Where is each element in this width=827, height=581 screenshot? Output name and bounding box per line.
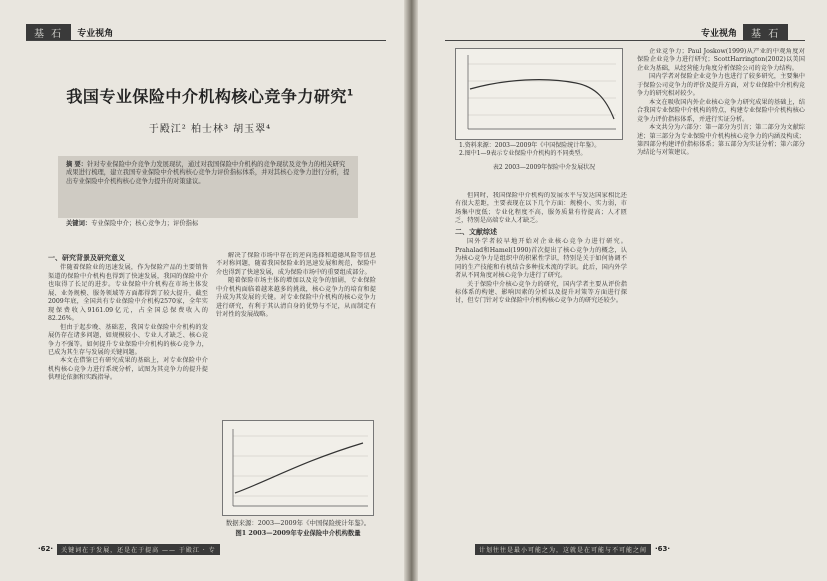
figure-2-source: 1.资料来源：2003—2009年《中国保险统计年鉴》。: [459, 142, 601, 149]
section-heading-1: 一、研究背景及研究意义: [48, 254, 125, 262]
header-section-text: 专业视角: [77, 28, 114, 39]
page-number: ·62·: [38, 545, 54, 553]
left-column-1: [48, 252, 208, 536]
paragraph: 伴随着保险业的迅速发展，作为保险产品的主要销售渠道的保险中介机构也得到了快速发展，我国的保险中介也取得了长足的进步。专业保险中介机构在市场主体发展、业务规模、服务领域等方面都得到了较大提升，截至2009年底，全国共有专业保险中介机构2570家，全年实现保费收入9161.09亿元，占全国总保费收入的82.26%。: [48, 264, 208, 323]
paragraph: 国外学者较早地开始对企业核心竞争力进行研究。Prahalad和Hamel(1990)首次提出了核心竞争力的概念，认为核心竞争力是组织中的积累性学识，特别是关于如何协调不同的生产技能和有机结合多种技术流的学识。此后，国内外学者从不同角度对核心竞争力进行了研究。: [455, 238, 627, 280]
paragraph: 企业竞争力；Paul Joskow(1999)从产业的中观角度对保险企业竞争力进行研究；ScottHarrington(2002)以美国企业为基础，从经营能力角度分析保险公司的竞争力结构。: [637, 48, 805, 72]
abstract-text: 针对专业保险中介竞争力发展现状，通过对我国保险中介机构的竞争现状及竞争力的相关研究成果进行梳理，建立我国专业保险中介机构核心竞争力评价指标体系，并对其核心竞争力进行分析，提出专业保险中介机构核心竞争力提升的对策建议。: [66, 161, 350, 185]
right-column-1: [455, 192, 627, 540]
book-gutter: [404, 0, 418, 581]
figure-1-source: 数据来源：2003—2009年《中国保险统计年鉴》。: [225, 519, 371, 527]
title-footnote-mark: 1: [346, 88, 354, 99]
paragraph: 但由于起步晚、基础差，我国专业保险中介机构的发展仍存在诸多问题，如规模较小、专业人才缺乏、核心竞争力不强等。如何提升专业保险中介机构的核心竞争力，已成为其生存与发展的关键问题。: [48, 323, 208, 356]
header-section-box: 基 石: [26, 24, 71, 41]
left-footer: [34, 543, 220, 555]
page-number: ·63·: [655, 545, 671, 553]
footer-band: 关键词在于发展，还是在于提高 —— 于殿江 · 专: [57, 544, 220, 555]
figure-1-caption: 图1 2003—2009年专业保险中介机构数量: [235, 529, 361, 537]
paragraph: 解决了保险市场中存在的逆向选择和道德风险等信息不对称问题，随着我国保险业的迅速发展和规范，保险中介也得到了快速发展，成为保险市场中的重要组成部分。: [216, 252, 376, 276]
left-page: [0, 0, 407, 581]
article-authors: 于殿江² 柏士林³ 胡玉翠⁴: [148, 124, 272, 135]
figure-2-note: 2.图中1—9表示专业保险中介机构的不同类型。: [459, 150, 587, 157]
footer-band: 计划往往是最小可能之为，这就是在可能与不可能之间: [475, 544, 651, 555]
right-page: [415, 0, 827, 581]
left-header: [26, 24, 119, 40]
paragraph: 随着保险市场主体的增加以及竞争的加剧，专业保险中介机构面临着越来越多的挑战，核心竞争力的培育和提升成为其发展的关键。对专业保险中介机构的核心竞争力进行研究，有利于其认清自身的优势与不足，从而制定有针对性的发展战略。: [216, 277, 376, 319]
abstract-box: [58, 156, 358, 218]
paragraph: 本文共分为六部分：第一部分为引言；第二部分为文献综述；第三部分为专业保险中介机构核心竞争力的内涵及构成；第四部分构建评价指标体系；第五部分为实证分析；第六部分为结论与对策建议。: [637, 124, 805, 157]
left-column-2: [216, 252, 376, 372]
right-footer: [475, 543, 674, 555]
paragraph: 国内学者对保险企业竞争力也进行了较多研究，主要集中于保险公司竞争力的评价及提升方面，对专业保险中介机构竞争力的研究相对较少。: [637, 73, 805, 98]
header-rule: [445, 40, 805, 41]
section-heading-2: 二、文献综述: [455, 227, 497, 236]
right-header: [695, 24, 788, 40]
paragraph: 但同时，我国保险中介机构的发展水平与发达国家相比还有很大差距，主要表现在以下几个方面：规模小、实力弱，市场集中度低；专业化程度不高，服务质量有待提高；人才匮乏，特别是高端专业人才缺乏。: [455, 192, 627, 225]
figure-2: [455, 48, 623, 140]
paragraph: 本文在借鉴已有研究成果的基础上，对专业保险中介机构核心竞争力进行系统分析，试图为其竞争力的提升提供理论依据和实践指导。: [48, 357, 208, 382]
header-section-box: 基 石: [743, 24, 788, 41]
paragraph: 本文在吸收国内外企业核心竞争力研究成果的基础上，结合我国专业保险中介机构的特点，构建专业保险中介机构核心竞争力评价指标体系，并进行实证分析。: [637, 98, 805, 123]
keywords-label: 关键词：: [66, 220, 92, 227]
header-rule: [26, 40, 386, 41]
figure-1-curve: [223, 421, 373, 515]
figure-2-notes: [459, 142, 629, 172]
figure-1: [222, 420, 374, 516]
paragraph: 关于保险中介核心竞争力的研究，国内学者主要从评价指标体系的构建、影响因素的分析以及提升对策等方面进行探讨，但专门针对专业保险中介机构核心竞争力的研究还较少。: [455, 280, 627, 305]
keywords-text: 专业保险中介；核心竞争力；评价指标: [91, 220, 199, 227]
figure-2-curve: [456, 49, 622, 139]
article-title-text: 我国专业保险中介机构核心竞争力研究: [66, 87, 347, 106]
right-column-2: [637, 48, 805, 540]
article-title: [40, 84, 380, 107]
table-2-caption: 表2 2003—2009年保险中介发展状况: [492, 164, 596, 171]
keywords: [66, 218, 356, 227]
abstract-label: 摘 要：: [66, 161, 88, 168]
header-section-text: 专业视角: [701, 28, 738, 39]
